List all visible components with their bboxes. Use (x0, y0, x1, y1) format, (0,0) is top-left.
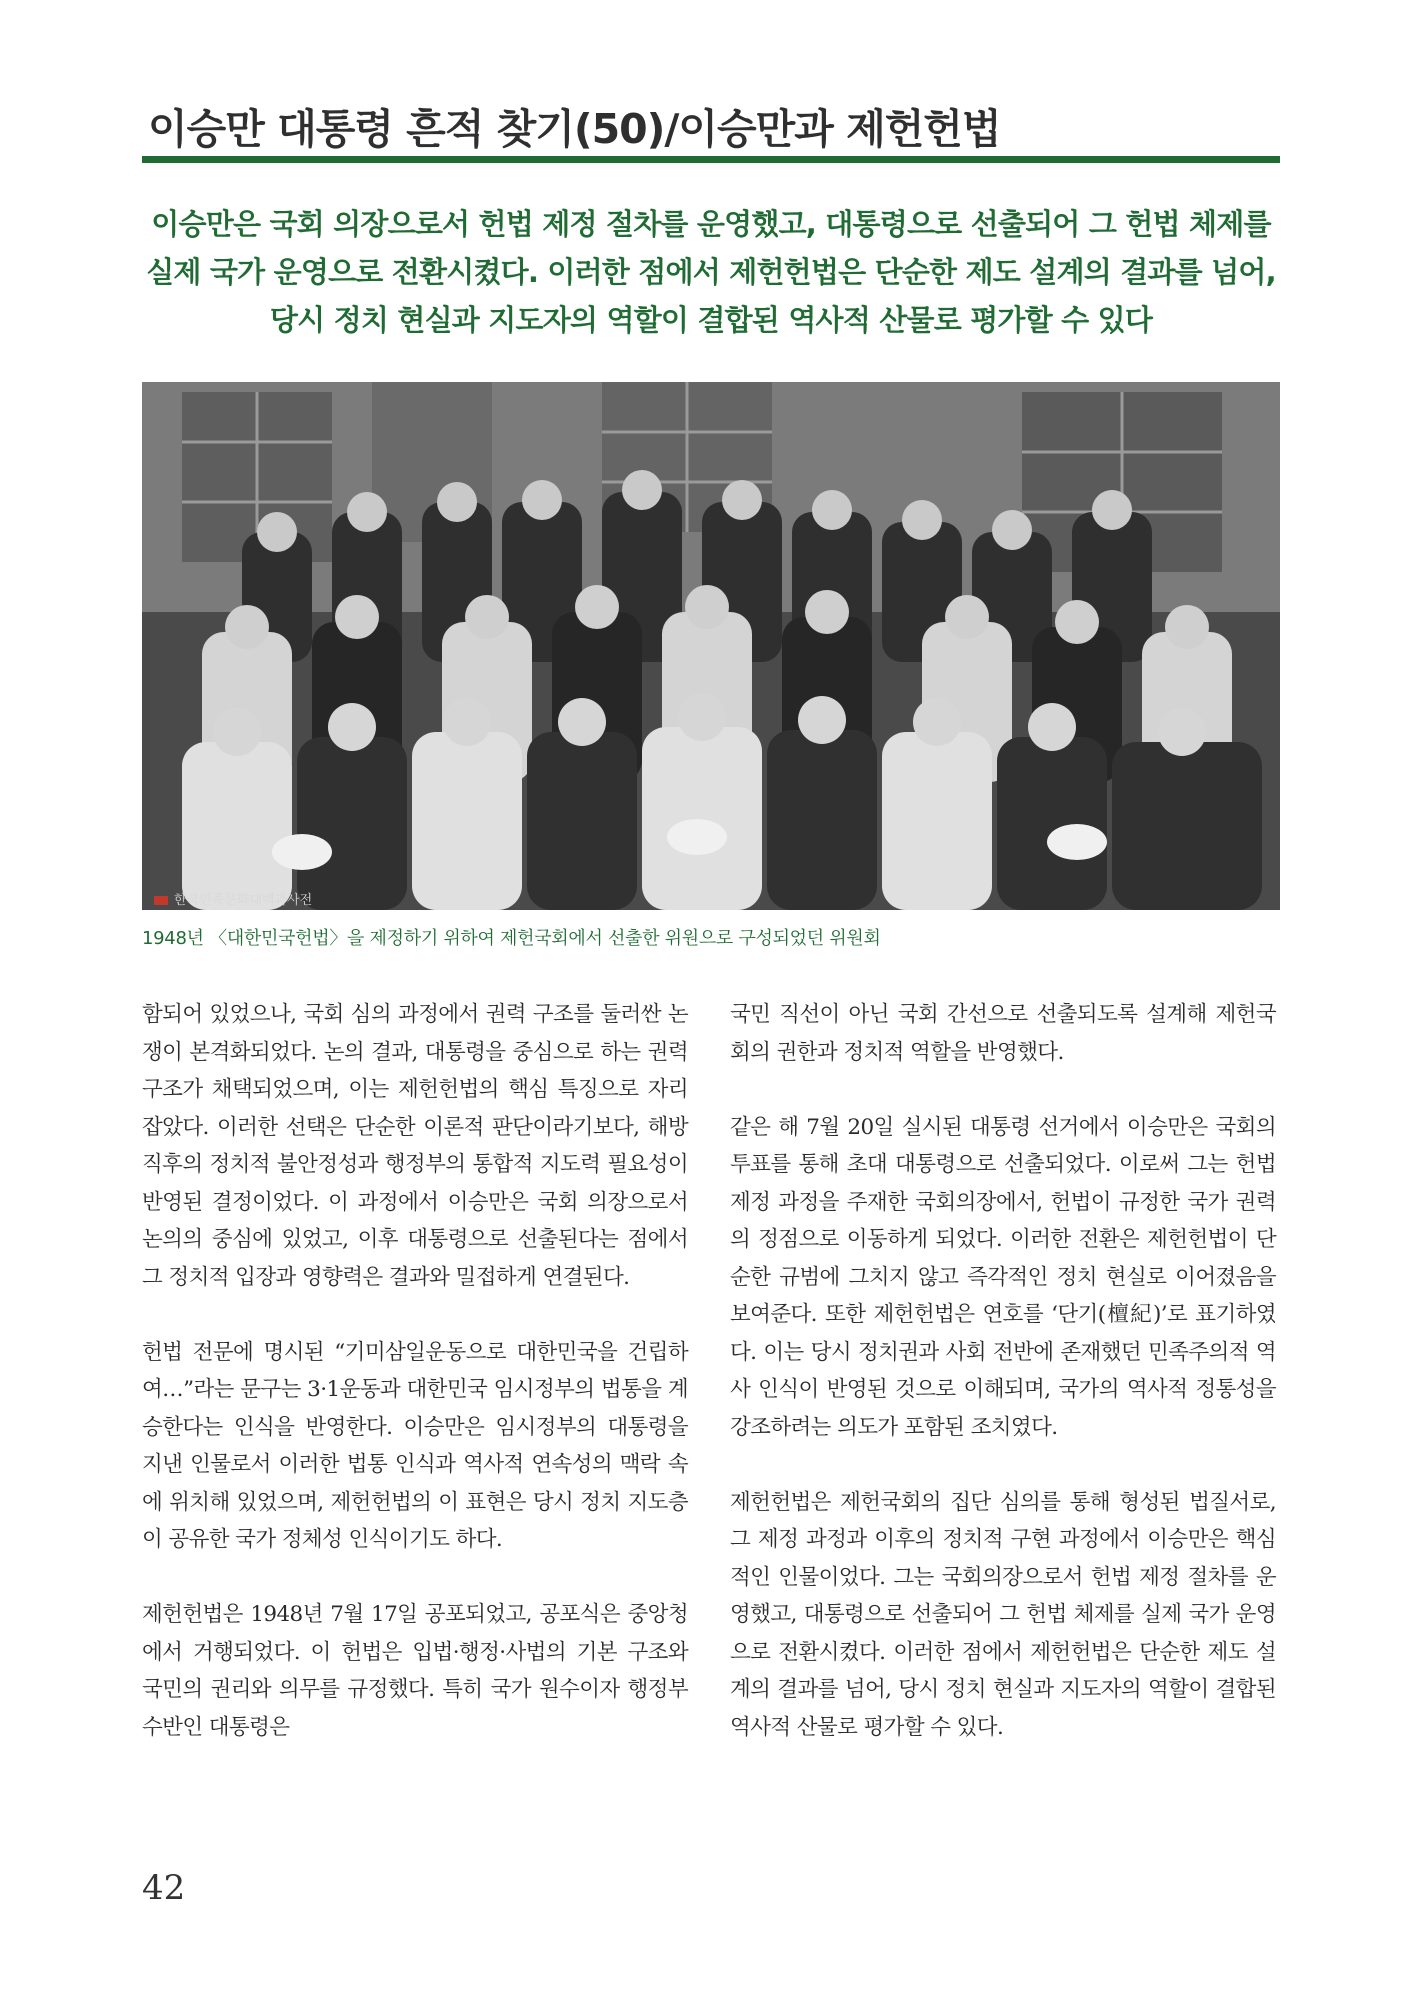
body-paragraph: 제헌헌법은 제헌국회의 집단 심의를 통해 형성된 법질서로, 그 제정 과정과 이후의 정치적 구현 과정에서 이승만은 핵심적인 인물이었다. 그는 국회의장으로서 헌법 제정 절차를 운영했고, 대통령으로 선출되어 그 헌법 체제를 실제 국가 운영으로 전환시켰다. 이러한 점에서 제헌헌법은 단순한 제도 설계의 결과를 넘어, 당시 정치 현실과 지도자의 역할이 결합된 역사적 산물로 평가할 수 있다. (730, 1489, 1276, 1740)
lead-quote (142, 200, 1280, 344)
lead-line: 실제 국가 운영으로 전환시켰다. 이러한 점에서 제헌헌법은 단순한 제도 설계의 결과를 넘어, (146, 255, 1276, 289)
body-column-left (142, 996, 688, 1784)
group-photo (142, 382, 1280, 910)
body-paragraph: 같은 해 7월 20일 실시된 대통령 선거에서 이승만은 국회의 투표를 통해 초대 대통령으로 선출되었다. 이로써 그는 헌법 제정 과정을 주재한 국회의장에서, 헌법이 규정한 국가 권력의 정점으로 이동하게 되었다. 이러한 전환은 제헌헌법이 단순한 규범에 그치지 않고 즉각적인 정치 현실로 이어졌음을 보여준다. 또한 제헌헌법은 연호를 ‘단기(檀紀)’로 표기하였다. 이는 당시 정치권과 사회 전반에 존재했던 민족주의적 역사 인식이 반영된 것으로 이해되며, 국가의 역사적 정통성을 강조하려는 의도가 포함된 조치였다. (730, 1114, 1276, 1440)
body-paragraph: 국민 직선이 아닌 국회 간선으로 선출되도록 설계해 제헌국회의 권한과 정치적 역할을 반영했다. (730, 1002, 1276, 1065)
encyclopedia-logo-icon (154, 896, 168, 905)
page-title: 이승만 대통령 흔적 찾기(50)/이승만과 제헌헌법 (148, 105, 1001, 153)
photo-credit (154, 889, 312, 908)
lead-line: 이승만은 국회 의장으로서 헌법 제정 절차를 운영했고, 대통령으로 선출되어 그 헌법 체제를 (151, 207, 1271, 241)
photo-credit-text: 한국민족문화대백과사전 (174, 893, 313, 908)
group-photo-illustration (142, 382, 1280, 910)
body-column-right (730, 996, 1276, 1784)
body-paragraph: 제헌헌법은 1948년 7월 17일 공포되었고, 공포식은 중앙청에서 거행되었다. 이 헌법은 입법·행정·사법의 기본 구조와 국민의 권리와 의무를 규정했다. 특히 국가 원수이자 행정부 수반인 대통령은 (142, 1602, 688, 1740)
lead-line: 당시 정치 현실과 지도자의 역할이 결합된 역사적 산물로 평가할 수 있다 (269, 303, 1153, 337)
body-paragraph: 헌법 전문에 명시된 “기미삼일운동으로 대한민국을 건립하여…”라는 문구는 3·1운동과 대한민국 임시정부의 법통을 계승한다는 인식을 반영한다. 이승만은 임시정부의 대통령을 지낸 인물로서 이러한 법통 인식과 역사적 연속성의 맥락 속에 위치해 있었으며, 제헌헌법의 이 표현은 당시 정치 지도층이 공유한 국가 정체성 인식이기도 하다. (142, 1339, 688, 1552)
page-number: 42 (142, 1868, 186, 1908)
title-underline (142, 156, 1280, 163)
body-paragraph: 함되어 있었으나, 국회 심의 과정에서 권력 구조를 둘러싼 논쟁이 본격화되었다. 논의 결과, 대통령을 중심으로 하는 권력 구조가 채택되었으며, 이는 제헌헌법의 핵심 특징으로 자리 잡았다. 이러한 선택은 단순한 이론적 판단이라기보다, 해방 직후의 정치적 불안정성과 행정부의 통합적 지도력 필요성이 반영된 결정이었다. 이 과정에서 이승만은 국회 의장으로서 논의의 중심에 있었고, 이후 대통령으로 선출된다는 점에서 그 정치적 입장과 영향력은 결과와 밀접하게 연결된다. (142, 1002, 688, 1290)
photo-caption: 1948년 〈대한민국헌법〉을 제정하기 위하여 제헌국회에서 선출한 위원으로 구성되었던 위원회 (142, 928, 881, 949)
